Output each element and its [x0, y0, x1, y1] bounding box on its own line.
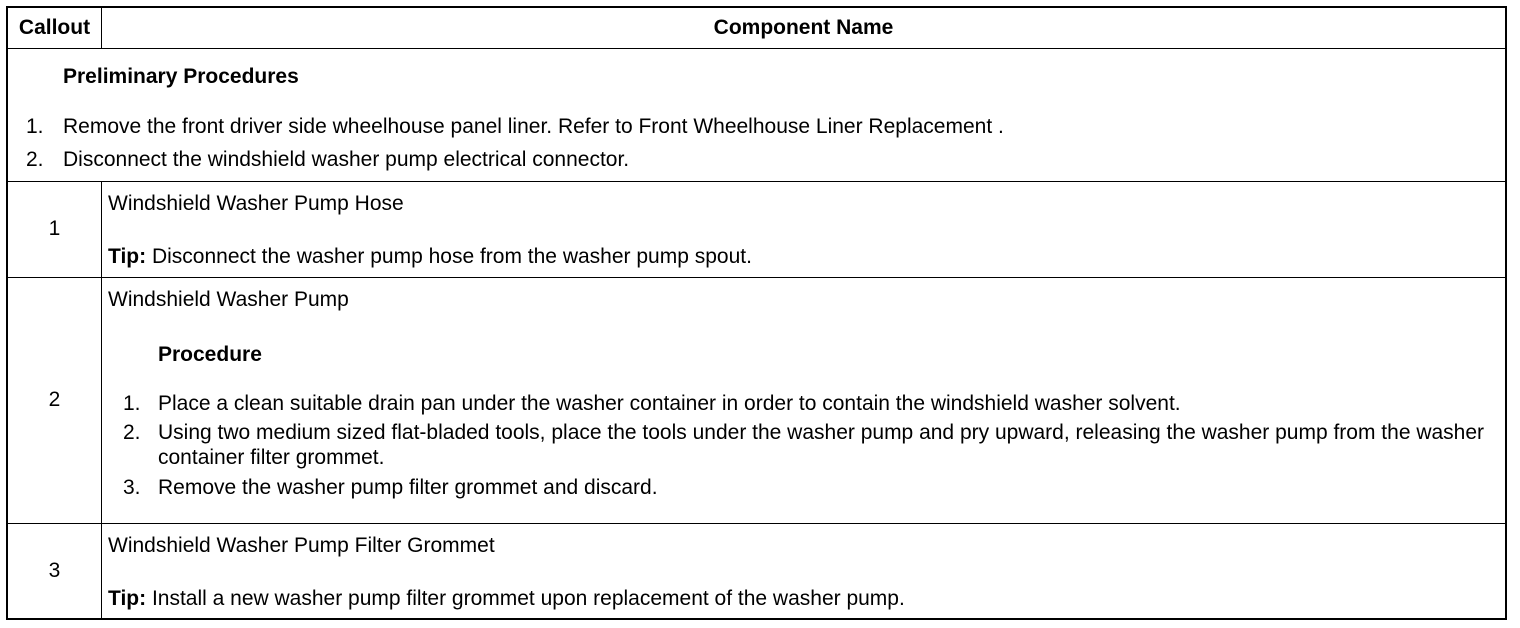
procedure-steps [108, 391, 1505, 500]
callout-cell: 2 [7, 277, 102, 523]
component-cell [102, 181, 1507, 277]
step-text: Place a clean suitable drain pan under the washer container in order to contain the windshield washer solvent. [158, 391, 1181, 415]
component-name: Windshield Washer Pump Filter Grommet [108, 533, 495, 557]
procedure-table [6, 6, 1507, 620]
callout-cell: 1 [7, 181, 102, 277]
header-component-name: Component Name [102, 7, 1507, 49]
tip [108, 586, 1505, 611]
step-number: 3. [123, 475, 141, 499]
list-item [108, 391, 1505, 416]
component-name: Windshield Washer Pump Hose [108, 191, 404, 215]
table-row [7, 523, 1506, 619]
list-item [8, 147, 1505, 172]
tip-label: Tip: [108, 244, 147, 268]
step-text: Using two medium sized flat-bladed tools, place the tools under the washer pump and pry upward, releasing the washer pump from the washer container filter grommet. [158, 421, 1485, 470]
step-text: Disconnect the windshield washer pump electrical connector. [63, 148, 630, 172]
preliminary-row [7, 49, 1506, 182]
list-item [108, 420, 1505, 470]
procedure-title: Procedure [158, 342, 262, 366]
component-cell [102, 277, 1507, 523]
tip-label: Tip: [108, 586, 147, 610]
list-item [8, 114, 1505, 139]
step-number: 2. [26, 148, 44, 172]
table-row [7, 181, 1506, 277]
preliminary-title: Preliminary Procedures [63, 65, 299, 88]
step-number: 1. [26, 115, 44, 139]
list-item [108, 475, 1505, 500]
tip-text: Install a new washer pump filter grommet upon replacement of the washer pump. [146, 586, 905, 610]
tip-text: Disconnect the washer pump hose from the washer pump spout. [146, 244, 752, 268]
table-row [7, 277, 1506, 523]
step-number: 2. [123, 421, 141, 445]
header-callout: Callout [7, 7, 102, 49]
preliminary-steps [8, 114, 1505, 172]
step-text: Remove the front driver side wheelhouse panel liner. Refer to Front Wheelhouse Liner Replacement . [63, 115, 1004, 139]
callout-cell: 3 [7, 523, 102, 619]
preliminary-cell [7, 49, 1506, 182]
step-text: Remove the washer pump filter grommet and discard. [158, 475, 658, 499]
component-name: Windshield Washer Pump [108, 287, 349, 311]
component-cell [102, 523, 1507, 619]
table-header-row [7, 7, 1506, 49]
step-number: 1. [123, 391, 141, 415]
tip [108, 244, 1505, 269]
